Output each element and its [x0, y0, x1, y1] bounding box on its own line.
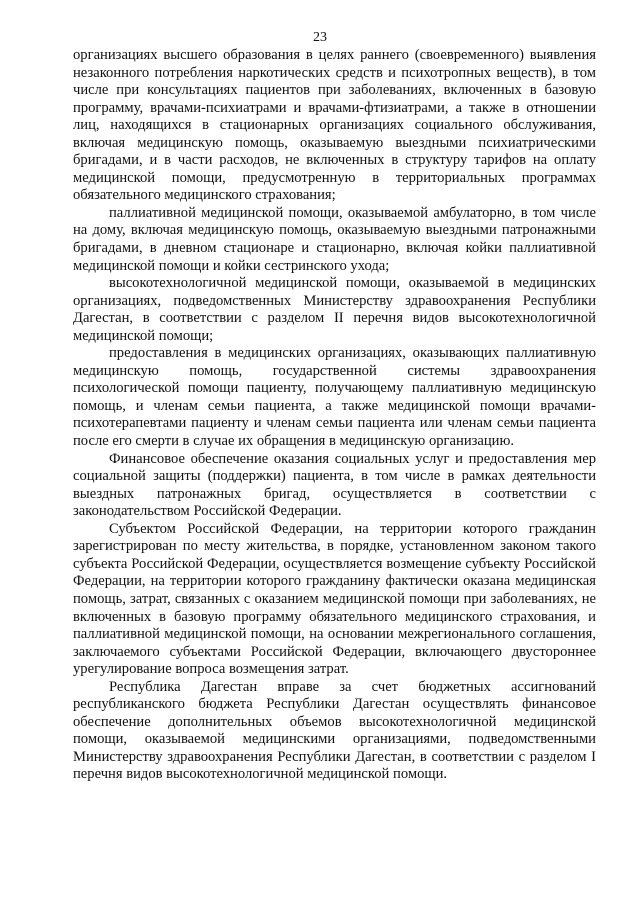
- paragraph-4: предоставления в медицинских организациях, оказывающих паллиативную медицинскую помощь, государственной системы здравоохранения психологической помощи пациенту, получающему паллиативную медицинскую помощь, и членам семьи пациента, а также медицинской помощи врачами-психотерапевтами пациенту и членам семьи пациента или членам семьи пациента после его смерти в случае их обращения в медицинскую организацию.: [73, 345, 596, 450]
- paragraph-3: высокотехнологичной медицинской помощи, оказываемой в медицинских организациях, подведомственных Министерству здравоохранения Республики Дагестан, в соответствии с разделом II перечня видов высокотехнологичной медицинской помощи;: [73, 275, 596, 344]
- document-body: [73, 47, 596, 784]
- paragraph-2: паллиативной медицинской помощи, оказываемой амбулаторно, в том числе на дому, включая медицинскую помощь, оказываемую выездными патронажными бригадами, в дневном стационаре и стационарно, включая койки паллиативной медицинской помощи и койки сестринского ухода;: [73, 204, 596, 274]
- paragraph-6: Субъектом Российской Федерации, на территории которого гражданин зарегистрирован по месту жительства, в порядке, установленном законом такого субъекта Российской Федерации, осуществляется возмещение субъекту Российской Федерации, на территории которого гражданину фактически оказана медицинская помощь, затрат, связанных с оказанием медицинской помощи при заболеваниях, не включенных в базовую программу обязательного медицинского страхования, и паллиативной медицинской помощи, на основании межрегионального соглашения, заключаемого субъектами Российской Федерации, включающего двустороннее урегулирование вопроса возмещения затрат.: [73, 520, 596, 678]
- paragraph-7: Республика Дагестан вправе за счет бюджетных ассигнований республиканского бюджета Республики Дагестан осуществлять финансовое обеспечение дополнительных объемов высокотехнологичной медицинской помощи, оказываемой медицинскими организациями, подведомственными Министерству здравоохранения Республики Дагестан, в соответствии с разделом I перечня видов высокотехнологичной медицинской помощи.: [73, 678, 596, 783]
- paragraph-5: Финансовое обеспечение оказания социальных услуг и предоставления мер социальной защиты (поддержки) пациента, в том числе в рамках деятельности выездных патронажных бригад, осуществляется в соответствии с законодательством Российской Федерации.: [73, 450, 596, 520]
- page-number: 23: [313, 30, 327, 45]
- paragraph-1: организациях высшего образования в целях раннего (своевременного) выявления незаконного потребления наркотических средств и психотропных веществ), в том числе при консультациях пациентов при заболеваниях, включенных в базовую программу, врачами-психиатрами и врачами-фтизиатрами, а также в отношении лиц, находящихся в стационарных организациях социального обслуживания, включая медицинскую помощь, оказываемую выездными психиатрическими бригадами, и в части расходов, не включенных в структуру тарифов на оплату медицинской помощи, предусмотренную в территориальных программах обязательного медицинского страхования;: [73, 47, 596, 204]
